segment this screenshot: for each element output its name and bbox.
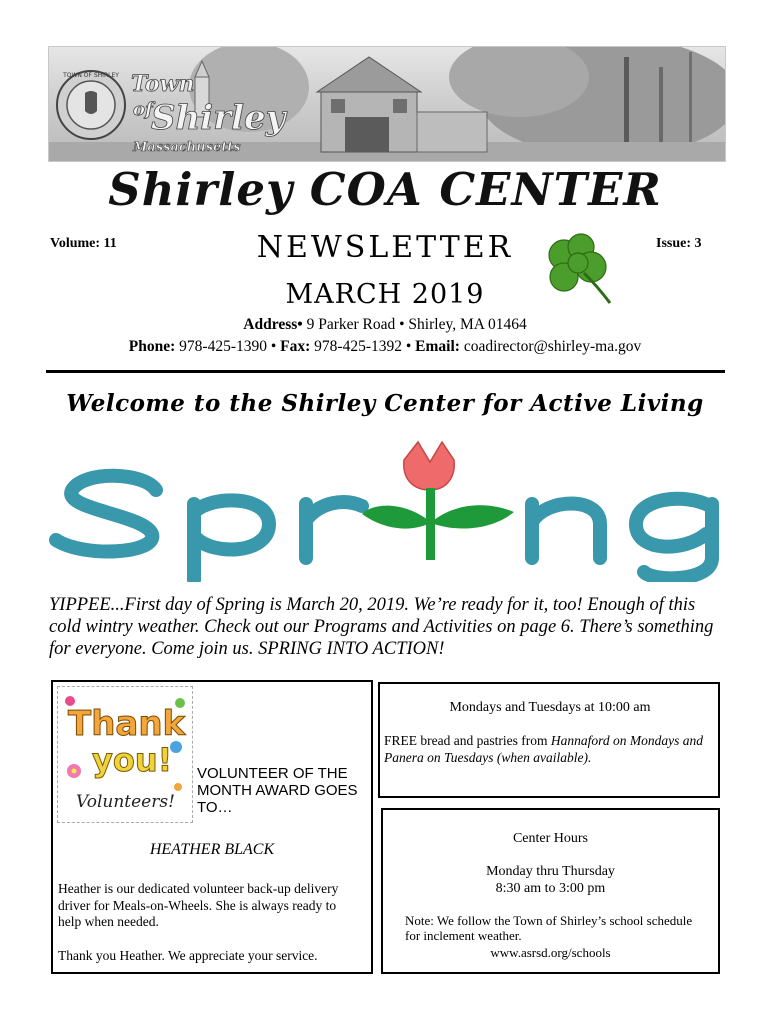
town-hall-illustration [49,47,725,161]
address-line [0,316,770,334]
address-label: Address• [243,316,303,333]
newsletter-heading: NEWSLETTER [256,230,514,265]
banner-state-word: Massachusetts [133,140,241,155]
shamrock-icon [536,233,620,307]
center-hours-days: Monday thru Thursday [486,864,615,879]
school-website-link[interactable]: www.asrsd.org/schools [490,945,611,960]
award-description: Heather is our dedicated volunteer back-up delivery driver for Meals-on-Wheels. She is always ready to help when needed. [58,881,339,929]
newsletter-title: Shirley COA CENTER [108,163,662,216]
thank-you-clipart [58,687,192,822]
address-text: 9 Parker Road • Shirley, MA 01464 [302,316,527,333]
issue-number: Issue: 3 [656,236,702,251]
newsletter-date: MARCH 2019 [285,279,485,310]
spring-graphic [44,432,724,582]
fax-label: Fax: [280,338,311,355]
award-thanks: Thank you Heather. We appreciate your service. [58,948,318,963]
weather-note: Note: We follow the Town of Shirley’s school schedule for inclement weather. [405,913,693,943]
center-hours-title: Center Hours [512,831,589,846]
center-hours-time: 8:30 am to 3:00 pm [495,881,606,896]
header-divider [46,370,725,373]
card-thank-word: Thank [68,704,186,744]
free-bread-prefix: FREE bread and pastries from [384,733,551,748]
welcome-heading: Welcome to the Shirley Center for Active Living [66,390,704,417]
phone-label: Phone: [128,338,176,355]
banner-of-word: of [133,99,153,120]
email-label: Email: [415,338,460,355]
intro-paragraph: YIPPEE...First day of Spring is March 20, 2019. We’re ready for it, too! Enough of this cold wintry weather. Check out our Programs and Activities on page 6. There’s something for everyone. Come join us. SPRING INTO ACTION! [49,595,714,659]
award-recipient: HEATHER BLACK [149,841,275,858]
free-bread-sources: Hannaford on Mondays and Panera on Tuesdays (when available). [384,733,703,765]
fax-number: 978-425-1392 • [310,338,416,355]
banner-shirley-word: Shirley [151,98,286,138]
volume-number: Volume: 11 [50,236,117,251]
banner-town-word: Town [131,71,195,97]
header-banner-photo [48,46,726,162]
card-you-word: you! [92,741,173,779]
award-label: VOLUNTEER OF THE MONTH AWARD GOES TO… [197,765,358,816]
thank-you-volunteers-card [57,686,193,823]
card-volunteers-word: Volunteers! [76,792,175,812]
email-address: coadirector@shirley-ma.gov [459,338,642,355]
phone-number: 978-425-1390 • [175,338,281,355]
contact-line [0,338,770,356]
free-bread-text [380,732,720,766]
seal-text: TOWN OF SHIRLEY [63,72,119,79]
spring-word: Spring [384,577,387,578]
free-bread-schedule: Mondays and Tuesdays at 10:00 am [449,700,651,715]
